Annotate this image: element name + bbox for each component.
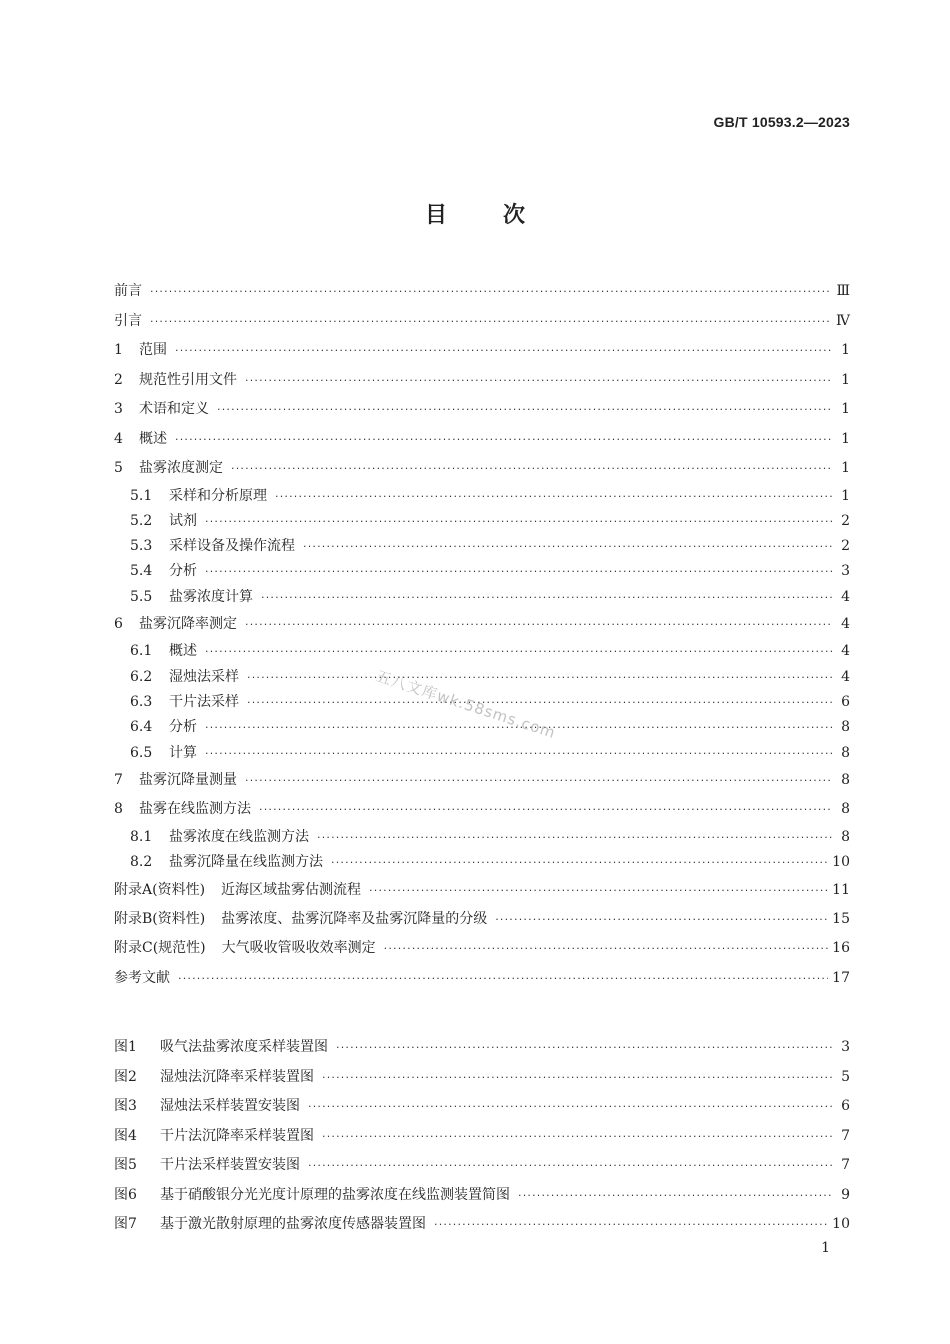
entry-number: 6.2 bbox=[130, 668, 153, 685]
entry-label: 盐雾沉降量测量 bbox=[139, 771, 237, 788]
figure-list bbox=[114, 1033, 850, 1240]
entry-label: 参考文献 bbox=[114, 969, 170, 986]
entry-page: 8 bbox=[841, 719, 850, 736]
entry-page: 15 bbox=[832, 910, 850, 927]
entry-label: 干片法采样装置安装图 bbox=[160, 1157, 300, 1173]
entry-label: 采样和分析原理 bbox=[169, 487, 267, 504]
toc-entry[interactable] bbox=[114, 454, 850, 484]
entry-page: 1 bbox=[841, 430, 850, 447]
entry-page: 1 bbox=[841, 342, 850, 358]
entry-page: 4 bbox=[841, 668, 850, 685]
dot-leader bbox=[175, 336, 832, 366]
dot-leader bbox=[308, 1092, 832, 1122]
entry-label: 概述 bbox=[139, 430, 167, 447]
entry-number: 图3 bbox=[114, 1098, 137, 1114]
entry-number: 图2 bbox=[114, 1068, 137, 1085]
entry-label: 盐雾浓度计算 bbox=[169, 588, 253, 605]
entry-label: 计算 bbox=[169, 744, 197, 761]
entry-number: 2 bbox=[114, 371, 123, 388]
entry-number: 8.2 bbox=[130, 854, 153, 871]
toc-entry[interactable] bbox=[114, 825, 850, 850]
dot-leader bbox=[308, 1151, 832, 1181]
entry-number: 附录C(规范性) bbox=[114, 940, 206, 957]
dot-leader bbox=[322, 1122, 832, 1152]
entry-number: 图6 bbox=[114, 1186, 137, 1203]
dot-leader bbox=[245, 366, 832, 396]
entry-label: 基于激光散射原理的盐雾浓度传感器装置图 bbox=[160, 1216, 426, 1232]
entry-page: 2 bbox=[841, 512, 850, 529]
dot-leader bbox=[217, 395, 832, 425]
dot-leader bbox=[205, 559, 832, 584]
toc-entry[interactable] bbox=[114, 1033, 850, 1063]
entry-number: 6.4 bbox=[130, 719, 153, 736]
entry-number: 5.4 bbox=[130, 563, 153, 580]
entry-label: 分析 bbox=[169, 719, 197, 736]
toc-entry[interactable] bbox=[114, 336, 850, 366]
entry-number: 图7 bbox=[114, 1216, 137, 1232]
toc-entry[interactable] bbox=[114, 484, 850, 509]
entry-page: 6 bbox=[841, 694, 850, 711]
entry-label: 前言 bbox=[114, 283, 142, 299]
toc-entry[interactable] bbox=[114, 610, 850, 640]
dot-leader bbox=[259, 795, 832, 825]
entry-page: Ⅳ bbox=[836, 312, 850, 329]
toc-entry[interactable] bbox=[114, 1063, 850, 1093]
toc-entry[interactable] bbox=[114, 876, 850, 905]
toc-entry[interactable] bbox=[114, 585, 850, 610]
entry-page: 1 bbox=[841, 487, 850, 504]
entry-number: 图1 bbox=[114, 1039, 137, 1055]
dot-leader bbox=[261, 585, 832, 610]
dot-leader bbox=[247, 665, 832, 690]
toc-entry[interactable] bbox=[114, 850, 850, 875]
entry-page: 16 bbox=[832, 940, 850, 957]
toc-entry[interactable] bbox=[114, 639, 850, 664]
entry-label: 近海区域盐雾估测流程 bbox=[221, 881, 362, 898]
entry-page: Ⅲ bbox=[836, 283, 850, 299]
toc-entry[interactable] bbox=[114, 964, 850, 994]
entry-number: 5 bbox=[114, 460, 123, 476]
entry-number: 5.1 bbox=[130, 487, 153, 504]
entry-page: 8 bbox=[841, 771, 850, 788]
entry-page: 7 bbox=[841, 1127, 850, 1144]
entry-label: 采样设备及操作流程 bbox=[169, 538, 295, 555]
entry-label: 盐雾浓度测定 bbox=[139, 460, 223, 476]
toc-entry[interactable] bbox=[114, 1181, 850, 1211]
dot-leader bbox=[303, 534, 832, 559]
entry-page: 4 bbox=[841, 588, 850, 605]
entry-label: 盐雾在线监测方法 bbox=[139, 801, 251, 818]
dot-leader bbox=[518, 1181, 832, 1211]
entry-label: 基于硝酸银分光光度计原理的盐雾浓度在线监测装置简图 bbox=[160, 1186, 510, 1203]
toc-entry[interactable] bbox=[114, 934, 850, 963]
entry-label: 干片法沉降率采样装置图 bbox=[160, 1127, 314, 1144]
toc-entry[interactable] bbox=[114, 905, 850, 934]
entry-page: 17 bbox=[832, 969, 850, 986]
entry-label: 湿烛法沉降率采样装置图 bbox=[160, 1068, 314, 1085]
toc-entry[interactable] bbox=[114, 277, 850, 307]
entry-page: 6 bbox=[841, 1098, 850, 1114]
dot-leader bbox=[231, 454, 832, 484]
dot-leader bbox=[495, 905, 828, 934]
entry-number: 3 bbox=[114, 401, 123, 417]
dot-leader bbox=[275, 484, 832, 509]
entry-number: 4 bbox=[114, 430, 123, 447]
dot-leader bbox=[245, 610, 832, 640]
watermark: 五八文库wk.58sms.com bbox=[373, 666, 559, 743]
toc-entry[interactable] bbox=[114, 509, 850, 534]
entry-page: 4 bbox=[841, 643, 850, 660]
entry-page: 1 bbox=[841, 371, 850, 388]
entry-number: 6.5 bbox=[130, 744, 153, 761]
entry-label: 盐雾沉降量在线监测方法 bbox=[169, 854, 323, 871]
entry-number: 8.1 bbox=[130, 828, 153, 845]
toc-entry[interactable] bbox=[114, 366, 850, 396]
toc-entry[interactable] bbox=[114, 534, 850, 559]
entry-number: 图4 bbox=[114, 1127, 137, 1144]
entry-label: 干片法采样 bbox=[169, 694, 239, 711]
entry-label: 范围 bbox=[139, 342, 167, 358]
entry-label: 盐雾沉降率测定 bbox=[139, 615, 237, 632]
entry-label: 吸气法盐雾浓度采样装置图 bbox=[160, 1039, 328, 1055]
entry-page: 4 bbox=[841, 615, 850, 632]
toc-entry[interactable] bbox=[114, 1122, 850, 1152]
entry-page: 1 bbox=[841, 401, 850, 417]
toc-entry[interactable] bbox=[114, 766, 850, 796]
dot-leader bbox=[205, 741, 832, 766]
dot-leader bbox=[150, 277, 832, 307]
entry-number: 6.1 bbox=[130, 643, 153, 660]
table-of-contents bbox=[114, 277, 850, 993]
toc-entry[interactable] bbox=[114, 559, 850, 584]
toc-entry[interactable] bbox=[114, 1092, 850, 1122]
dot-leader bbox=[317, 825, 832, 850]
entry-number: 附录A(资料性) bbox=[114, 881, 206, 898]
entry-page: 5 bbox=[841, 1068, 850, 1085]
entry-label: 术语和定义 bbox=[139, 401, 209, 417]
entry-page: 11 bbox=[832, 881, 850, 898]
page-number: 1 bbox=[821, 1240, 830, 1256]
entry-page: 2 bbox=[841, 538, 850, 555]
entry-number: 5.5 bbox=[130, 588, 153, 605]
entry-label: 大气吸收管吸收效率测定 bbox=[221, 940, 376, 957]
entry-label: 湿烛法采样装置安装图 bbox=[160, 1098, 300, 1114]
entry-label: 规范性引用文件 bbox=[139, 371, 237, 388]
dot-leader bbox=[178, 964, 828, 994]
dot-leader bbox=[245, 766, 832, 796]
dot-leader bbox=[434, 1210, 828, 1240]
entry-number: 图5 bbox=[114, 1157, 137, 1173]
entry-label: 盐雾浓度、盐雾沉降率及盐雾沉降量的分级 bbox=[221, 910, 488, 927]
entry-number: 附录B(资料性) bbox=[114, 910, 206, 927]
entry-page: 1 bbox=[841, 460, 850, 476]
entry-label: 概述 bbox=[169, 643, 197, 660]
entry-page: 3 bbox=[841, 563, 850, 580]
entry-page: 8 bbox=[841, 828, 850, 845]
dot-leader bbox=[322, 1063, 832, 1093]
toc-entry[interactable] bbox=[114, 307, 850, 337]
entry-number: 8 bbox=[114, 801, 123, 818]
toc-entry[interactable] bbox=[114, 665, 850, 690]
entry-page: 8 bbox=[841, 744, 850, 761]
entry-label: 湿烛法采样 bbox=[169, 668, 239, 685]
toc-entry[interactable] bbox=[114, 795, 850, 825]
entry-number: 5.3 bbox=[130, 538, 153, 555]
entry-page: 7 bbox=[841, 1157, 850, 1173]
dot-leader bbox=[205, 639, 832, 664]
toc-entry[interactable] bbox=[114, 395, 850, 425]
dot-leader bbox=[336, 1033, 832, 1063]
entry-number: 6.3 bbox=[130, 694, 153, 711]
entry-label: 引言 bbox=[114, 312, 142, 329]
entry-page: 10 bbox=[832, 854, 850, 871]
dot-leader bbox=[205, 509, 832, 534]
dot-leader bbox=[247, 690, 832, 715]
entry-label: 分析 bbox=[169, 563, 197, 580]
toc-entry[interactable] bbox=[114, 1151, 850, 1181]
entry-page: 9 bbox=[841, 1186, 850, 1203]
page-title: 目次 bbox=[424, 203, 581, 228]
toc-entry[interactable] bbox=[114, 1210, 850, 1240]
entry-page: 3 bbox=[841, 1039, 850, 1055]
entry-page: 8 bbox=[841, 801, 850, 818]
entry-page: 10 bbox=[832, 1216, 850, 1232]
dot-leader bbox=[369, 876, 828, 905]
entry-number: 1 bbox=[114, 342, 123, 358]
entry-label: 试剂 bbox=[169, 512, 197, 529]
dot-leader bbox=[175, 425, 832, 455]
toc-entry[interactable] bbox=[114, 741, 850, 766]
entry-number: 7 bbox=[114, 771, 123, 788]
dot-leader bbox=[150, 307, 832, 337]
toc-entry[interactable] bbox=[114, 425, 850, 455]
entry-number: 5.2 bbox=[130, 512, 153, 529]
dot-leader bbox=[384, 934, 829, 963]
entry-number: 6 bbox=[114, 615, 123, 632]
standard-code: GB/T 10593.2—2023 bbox=[713, 114, 850, 130]
entry-label: 盐雾浓度在线监测方法 bbox=[169, 828, 309, 845]
dot-leader bbox=[331, 850, 828, 875]
